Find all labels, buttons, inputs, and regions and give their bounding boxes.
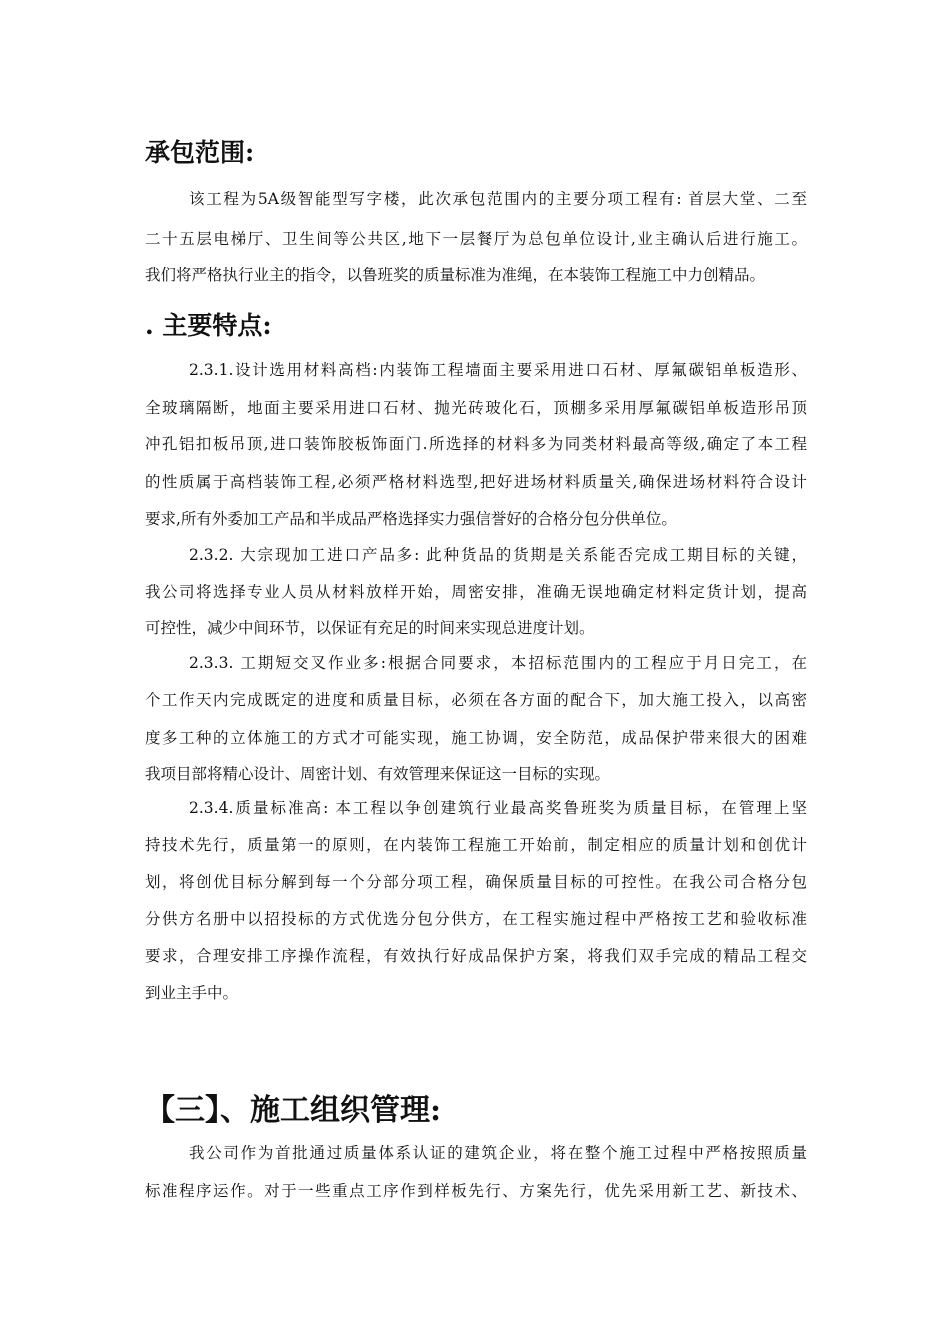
scope-line: 该工程为5A级智能型写字楼，此次承包范围内的主要分项工程有: 首层大堂、二至 [189, 190, 807, 208]
feature-3-line: 度多工种的立体施工的方式才可能实现，施工协调，安全防范，成品保护带来很大的困难 [145, 729, 807, 747]
feature-4-line: 分供方名册中以招投标的方式优选分包分供方，在工程实施过程中严格按工艺和验收标准 [145, 910, 807, 928]
feature-4-line: 2.3.4.质量标准高: 本工程以争创建筑行业最高奖鲁班奖为质量目标，在管理上坚 [189, 799, 807, 817]
organization-line: 我公司作为首批通过质量体系认证的建筑企业，将在整个施工过程中严格按照质量 [189, 1144, 807, 1162]
section-heading-scope: 承包范围: [145, 138, 255, 167]
feature-2-line: 我公司将选择专业人员从材料放样开始，周密安排，准确无误地确定材料定货计划，提高 [145, 583, 807, 601]
organization-line: 标准程序运作。对于一些重点工序作到样板先行、方案先行，优先采用新工艺、新技术、 [145, 1182, 807, 1200]
feature-3-line: 个工作天内完成既定的进度和质量目标，必须在各方面的配合下，加大施工投入，以高密 [145, 691, 807, 709]
section-heading-organization: 【三】、施工组织管理: [145, 1093, 442, 1128]
feature-2-line: 可控性，减少中间环节，以保证有充足的时间来实现总进度计划。 [145, 619, 595, 637]
feature-2-line: 2.3.2. 大宗现加工进口产品多: 此种货品的货期是关系能否完成工期目标的关键， [189, 546, 807, 564]
feature-4-line: 划，将创优目标分解到每一个分部分项工程，确保质量目标的可控性。在我公司合格分包 [145, 873, 807, 891]
feature-1-line: 2.3.1.设计选用材料高档:内装饰工程墙面主要采用进口石材、厚氟碳铝单板造形、 [189, 361, 807, 379]
feature-3-line: 我项目部将精心设计、周密计划、有效管理来保证这一目标的实现。 [145, 765, 611, 783]
feature-1-line: 全玻璃隔断，地面主要采用进口石材、抛光砖玻化石，顶棚多采用厚氟碳铝单板造形吊顶 [145, 399, 807, 417]
feature-3-line: 2.3.3. 工期短交叉作业多:根据合同要求，本招标范围内的工程应于月日完工，在 [189, 654, 807, 672]
feature-1-line: 要求,所有外委加工产品和半成品严格选择实力强信誉好的合格分包分供单位。 [145, 510, 677, 528]
feature-1-line: 的性质属于高档装饰工程,必须严格材料选型,把好进场材料质量关,确保进场材料符合设计 [145, 473, 807, 491]
section-heading-features: . 主要特点: [145, 311, 272, 340]
feature-4-line: 到业主手中。 [145, 984, 239, 1002]
feature-4-line: 要求，合理安排工序操作流程，有效执行好成品保护方案，将我们双手完成的精品工程交 [145, 947, 807, 965]
scope-line: 二十五层电梯厅、卫生间等公共区,地下一层餐厅为总包单位设计,业主确认后进行施工。 [145, 230, 807, 248]
feature-1-line: 冲孔铝扣板吊顶,进口装饰胶板饰面门.所选择的材料多为同类材料最高等级,确定了本工程 [145, 435, 807, 453]
feature-4-line: 持技术先行，质量第一的原则，在内装饰工程施工开始前，制定相应的质量计划和创优计 [145, 836, 807, 854]
scope-line: 我们将严格执行业主的指令，以鲁班奖的质量标准为准绳，在本装饰工程施工中力创精品。 [145, 266, 766, 284]
